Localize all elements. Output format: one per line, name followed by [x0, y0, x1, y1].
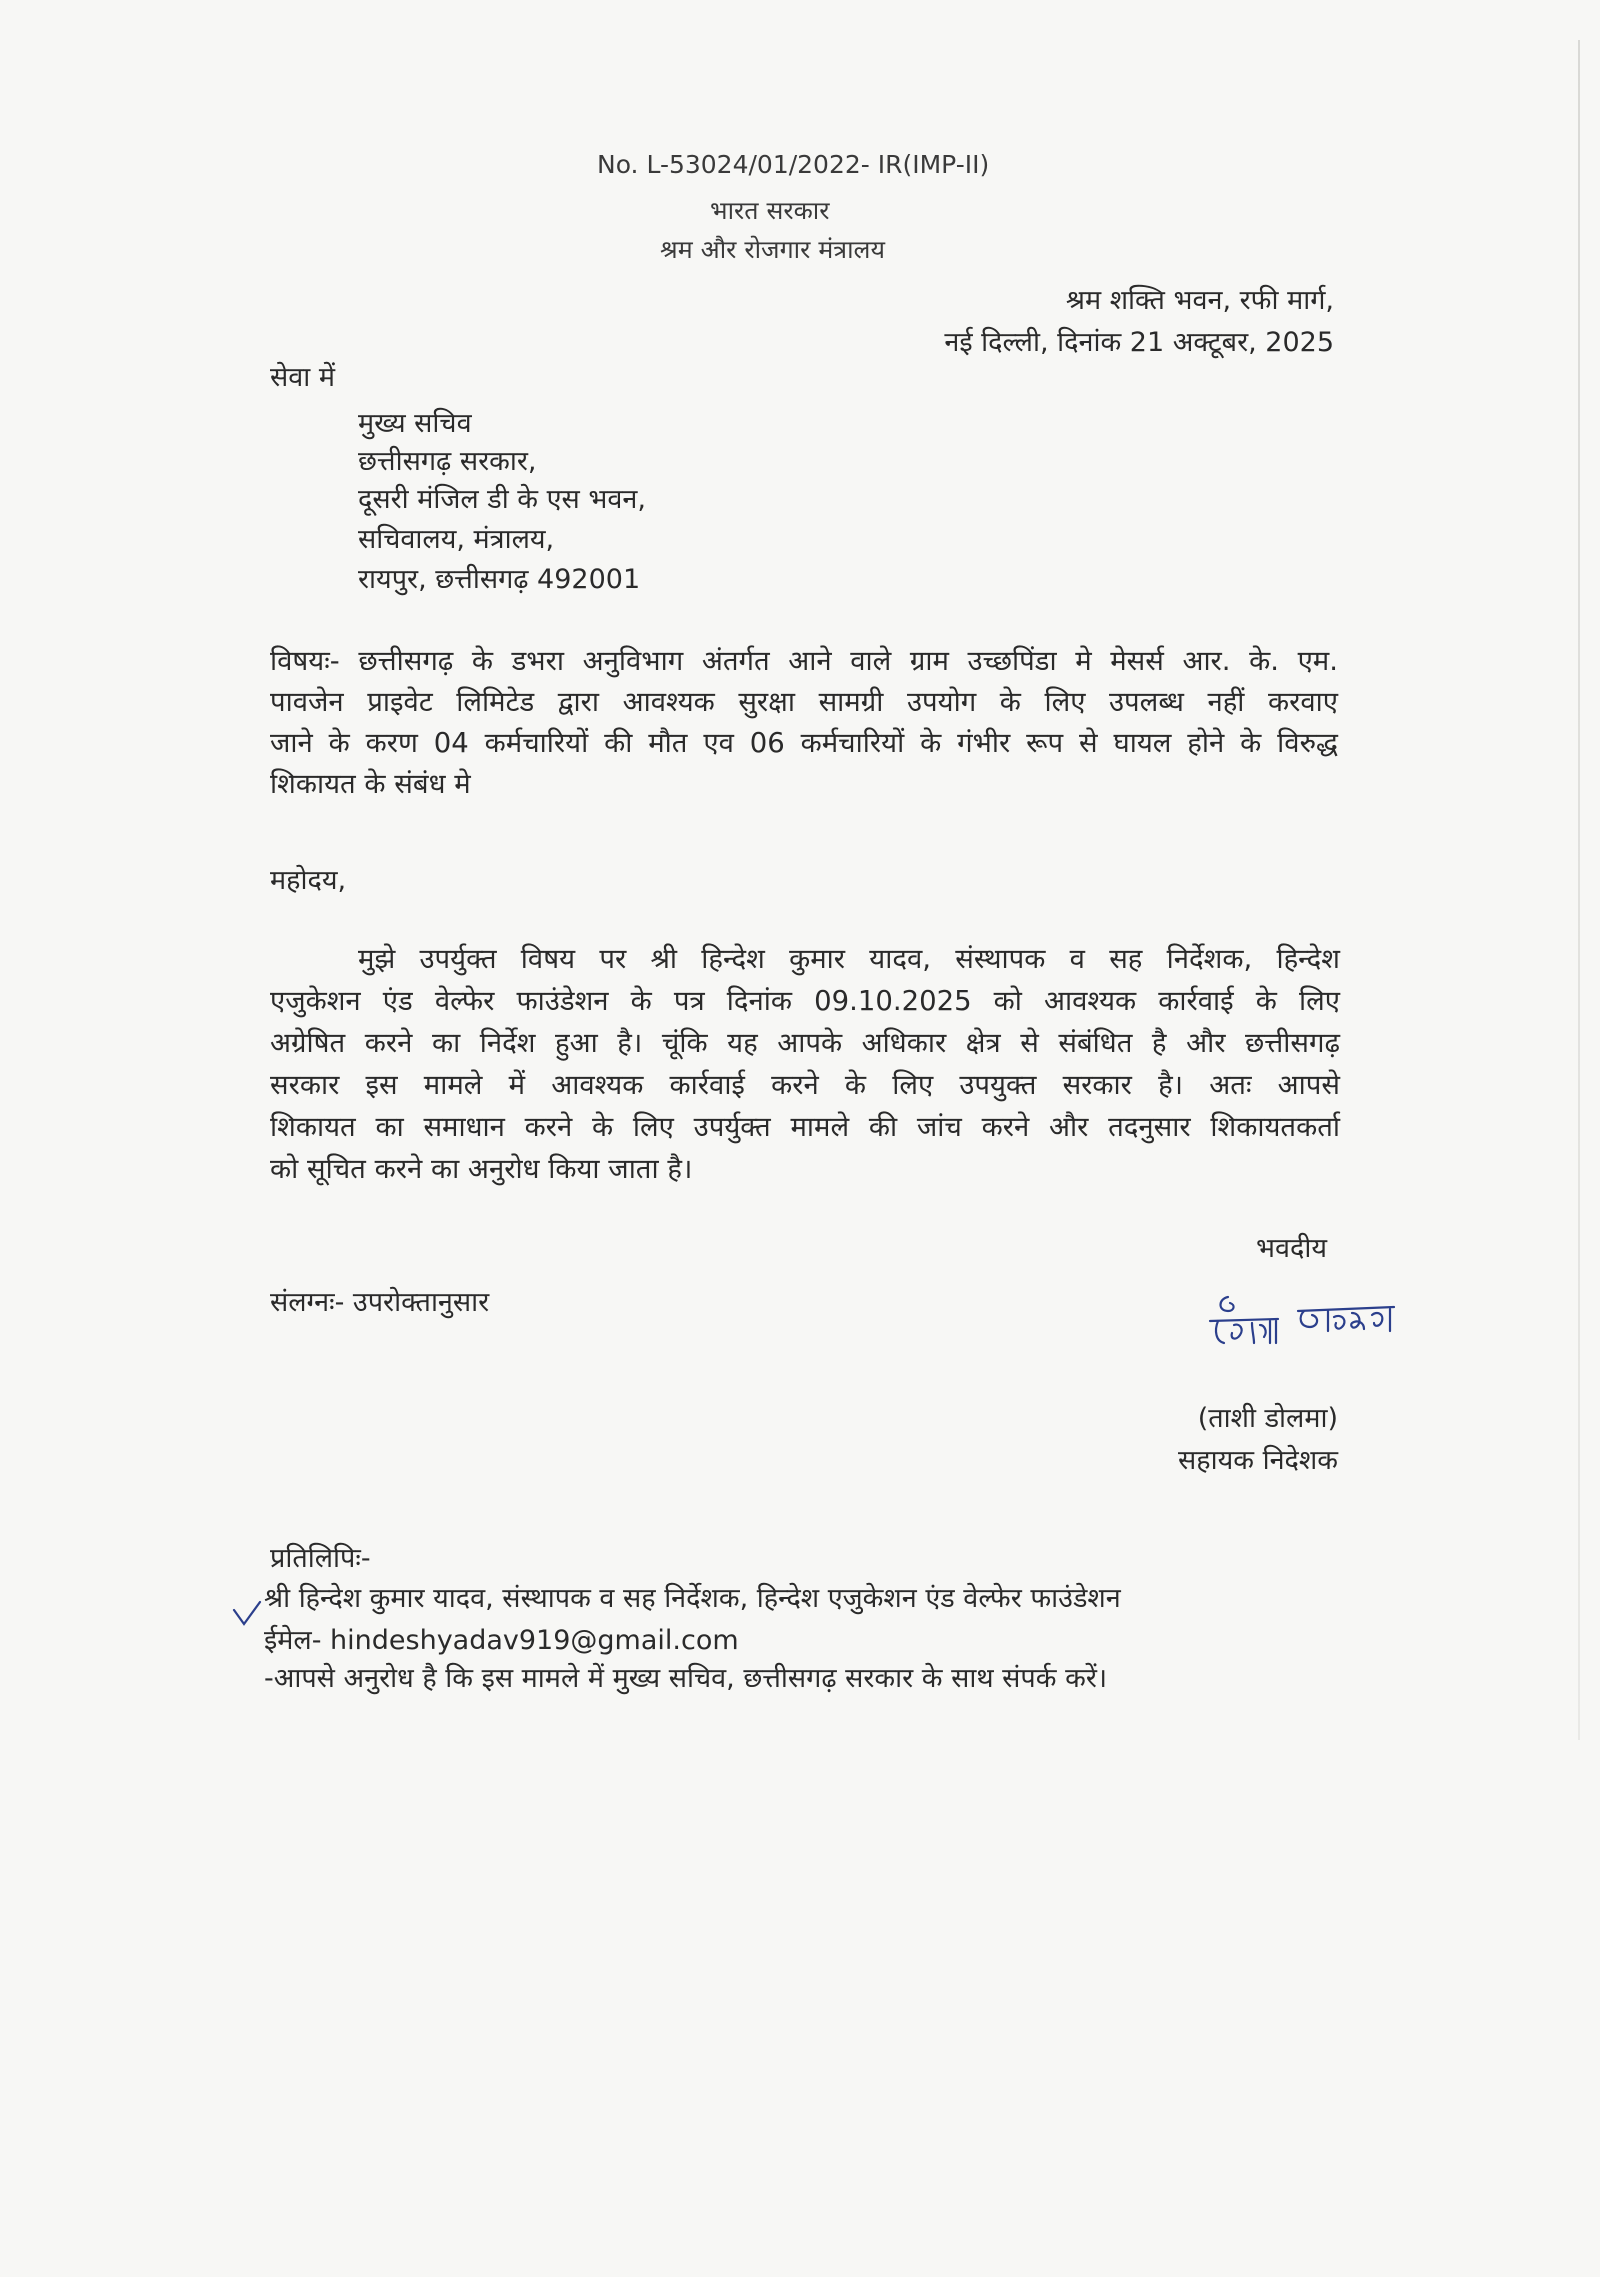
- government-title: भारत सरकार: [710, 196, 830, 225]
- to-line: सचिवालय, मंत्रालय,: [358, 524, 555, 555]
- copy-email: ईमेल- hindeshyadav919@gmail.com: [264, 1625, 739, 1656]
- from-address-line1: श्रम शक्ति भवन, रफी मार्ग,: [1065, 285, 1334, 316]
- body-line: सरकार इस मामले में आवश्यक कार्रवाई करने के लिए उपयुक्त सरकार है। अतः आपसे: [270, 1069, 1340, 1101]
- enclosure-note: संलग्नः- उपरोक्तानुसार: [270, 1287, 490, 1318]
- subject-line: जाने के करण 04 कर्मचारियों की मौत एव 06 कर्मचारियों के गंभीर रूप से घायल होने के विरुद्ध: [270, 727, 1338, 759]
- to-line: रायपुर, छत्तीसगढ़ 492001: [358, 564, 641, 595]
- body-line: को सूचित करने का अनुरोध किया जाता है।: [270, 1153, 693, 1185]
- body-block: [270, 938, 1340, 1190]
- subject-line: विषयः- छत्तीसगढ़ के डभरा अनुविभाग अंतर्गत आने वाले ग्राम उच्छपिंडा मे मेसर्स आर. के. एम.: [270, 645, 1338, 677]
- body-line: एजुकेशन एंड वेल्फेर फाउंडेशन के पत्र दिनांक 09.10.2025 को आवश्यक कार्रवाई के लिए: [270, 985, 1340, 1017]
- subject-block: [270, 641, 1338, 805]
- signature-text: ताशी डोलमा: [1200, 1285, 1205, 1286]
- signatory-name: (ताशी डोलमा): [1197, 1403, 1338, 1434]
- to-line: छत्तीसगढ़ सरकार,: [358, 446, 537, 477]
- handwritten-signature: [1200, 1285, 1430, 1355]
- signatory-designation: सहायक निदेशक: [1178, 1445, 1338, 1476]
- copy-label: प्रतिलिपिः-: [270, 1543, 371, 1574]
- body-line: मुझे उपर्युक्त विषय पर श्री हिन्देश कुमार यादव, संस्थापक व सह निर्देशक, हिन्देश: [358, 943, 1340, 975]
- copy-request-line: -आपसे अनुरोध है कि इस मामले में मुख्य सचिव, छत्तीसगढ़ सरकार के साथ संपर्क करें।: [264, 1663, 1108, 1694]
- from-address-date: नई दिल्ली, दिनांक 21 अक्टूबर, 2025: [944, 327, 1334, 358]
- to-line: मुख्य सचिव: [358, 408, 472, 439]
- subject-line: शिकायत के संबंध मे: [270, 768, 471, 800]
- subject-line: पावजेन प्राइवेट लिमिटेड द्वारा आवश्यक सुरक्षा सामग्री उपयोग के लिए उपलब्ध नहीं करवाए: [270, 686, 1338, 718]
- to-line: दूसरी मंजिल डी के एस भवन,: [358, 484, 646, 515]
- copy-recipient-line: श्री हिन्देश कुमार यादव, संस्थापक व सह निर्देशक, हिन्देश एजुकेशन एंड वेल्फेर फाउंडेशन: [264, 1583, 1121, 1614]
- salutation: महोदय,: [270, 865, 347, 896]
- ministry-title: श्रम और रोजगार मंत्रालय: [660, 235, 885, 264]
- body-line: अग्रेषित करने का निर्देश हुआ है। चूंकि यह आपके अधिकार क्षेत्र से संबंधित है और छत्तीसगढ़: [270, 1027, 1340, 1059]
- check-mark-icon: [232, 1600, 262, 1630]
- scan-edge-line: [1578, 40, 1580, 1740]
- body-line: शिकायत का समाधान करने के लिए उपर्युक्त मामले की जांच करने और तदनुसार शिकायतकर्ता: [270, 1111, 1340, 1143]
- reference-number: No. L-53024/01/2022- IR(IMP-II): [597, 150, 990, 179]
- to-label: सेवा में: [270, 362, 335, 393]
- closing-yours: भवदीय: [1256, 1233, 1327, 1264]
